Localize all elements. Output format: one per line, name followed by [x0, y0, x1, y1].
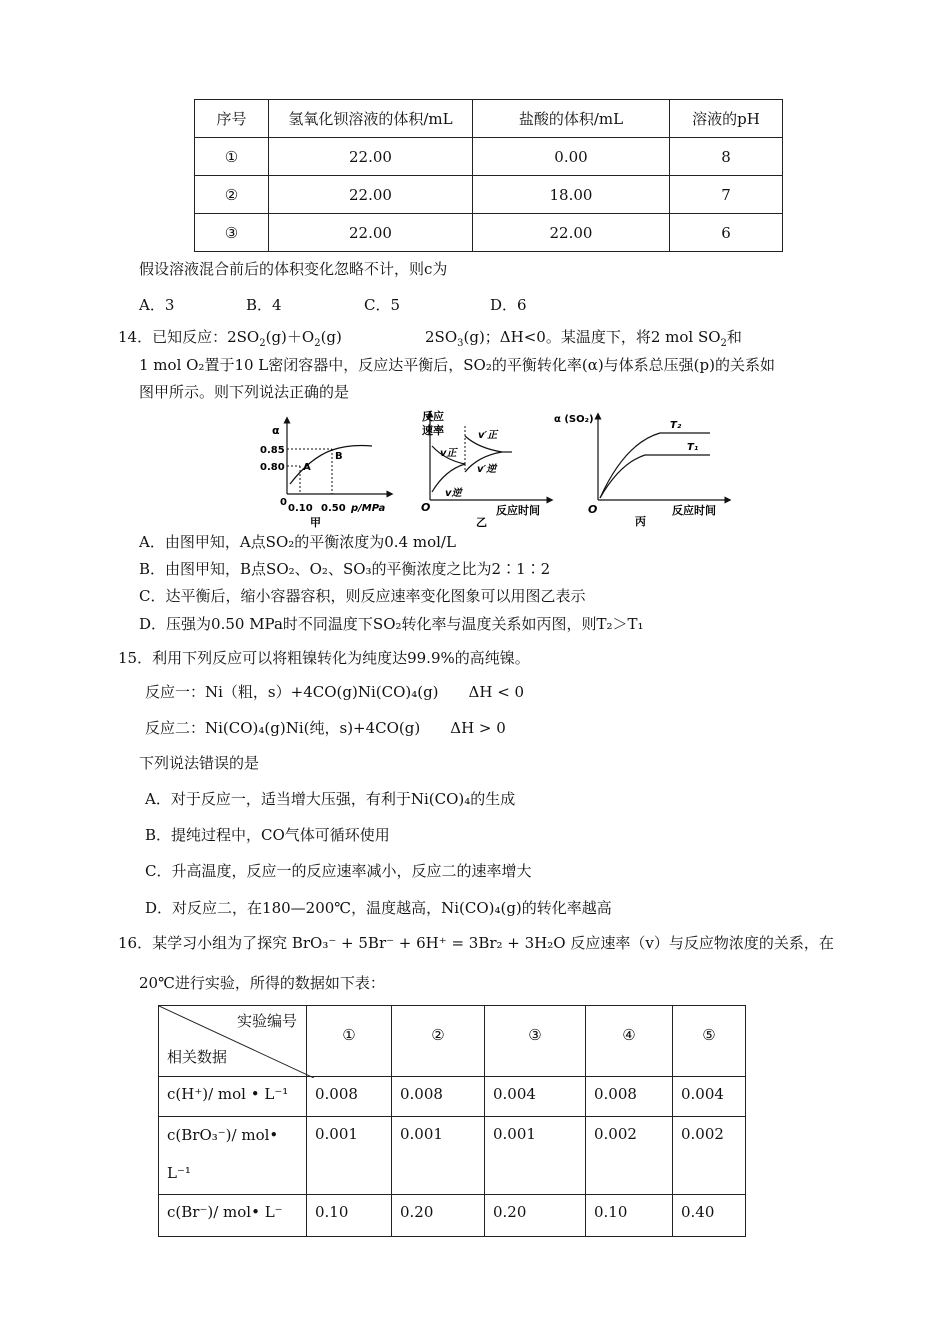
table-row: [195, 138, 783, 176]
jia-point-a: A: [303, 462, 311, 473]
table-cell: 0.20: [392, 1195, 485, 1237]
row-label: [159, 1117, 307, 1195]
jia-label: 甲: [310, 516, 321, 529]
table-row: [159, 1077, 746, 1117]
q14-number: 14．: [118, 328, 153, 346]
header-cell: ⑤: [673, 1006, 746, 1077]
table-cell: 0.40: [673, 1195, 746, 1237]
table-cell: 0.10: [586, 1195, 673, 1237]
q15-option-d: D．对反应二，在180—200℃，温度越高，Ni(CO)₄(g)的转化率越高: [145, 899, 612, 917]
ph-data-table: [194, 99, 783, 252]
table-cell: 8: [670, 138, 783, 176]
q14-stem-line2: 1 mol O₂置于10 L密闭容器中，反应达平衡后，SO₂的平衡转化率(α)与体系总压强(p)的关系如: [139, 356, 775, 374]
table-cell: 0.00: [473, 138, 670, 176]
table-cell: 0.004: [673, 1077, 746, 1117]
q14-stem-line1: 14．已知反应：$2SO_2(g)+O_2(g)$: [118, 328, 342, 349]
table-cell: 22.00: [269, 176, 473, 214]
table-cell: 0.008: [307, 1077, 392, 1117]
header-cell: ①: [307, 1006, 392, 1077]
table-cell: ①: [195, 138, 269, 176]
table-cell: 6: [670, 214, 783, 252]
yi-curve-label: v′正: [478, 430, 498, 441]
q14-stem-part: 已知反应：2SO: [152, 328, 260, 346]
yi-curve-label: v逆: [445, 488, 462, 499]
table-cell: 22.00: [269, 138, 473, 176]
q15-stem: 15．利用下列反应可以将粗镍转化为纯度达99.9%的高纯镍。: [118, 649, 530, 667]
corner-bottom-label: 相关数据: [167, 1048, 228, 1066]
q14-stem-part: 2SO: [425, 328, 458, 346]
q15-question: 下列说法错误的是: [139, 754, 260, 772]
graph-yi: [421, 409, 550, 529]
bing-curve-t1: [600, 455, 710, 498]
q15-option-a: A．对于反应一，适当增大压强，有利于Ni(CO)₄的生成: [145, 790, 516, 808]
table-cell: 0.002: [586, 1117, 673, 1195]
table-cell: 18.00: [473, 176, 670, 214]
table-cell: 0.20: [485, 1195, 586, 1237]
yi-xlabel: 反应时间: [496, 504, 540, 517]
bing-label: 丙: [635, 515, 646, 528]
table-cell: 0.001: [307, 1117, 392, 1195]
yi-curve-label: v′逆: [477, 464, 497, 475]
table-cell: 0.008: [586, 1077, 673, 1117]
bing-xlabel: 反应时间: [672, 504, 716, 517]
header-cell: ③: [485, 1006, 586, 1077]
bing-origin: O: [588, 503, 598, 516]
jia-origin: 0: [280, 497, 287, 508]
table-cell: ②: [195, 176, 269, 214]
table-cell: 7: [670, 176, 783, 214]
q13-option-c: C．5: [364, 296, 401, 314]
yi-ylabel-1: 反应: [422, 410, 444, 423]
jia-xtick-010: 0.10: [288, 503, 313, 514]
header-cell: 序号: [195, 100, 269, 138]
header-cell: ②: [392, 1006, 485, 1077]
header-cell: ④: [586, 1006, 673, 1077]
rate-data-table: [158, 1005, 746, 1237]
q14-stem-line3: 图甲所示。则下列说法正确的是: [139, 383, 350, 401]
row-label-line: L⁻¹: [167, 1164, 191, 1182]
yi-label: 乙: [476, 516, 487, 529]
table-cell: 22.00: [473, 214, 670, 252]
q14-option-b: B．由图甲知，B点SO₂、O₂、SO₃的平衡浓度之比为2∶1∶2: [139, 560, 551, 578]
corner-header-cell: [159, 1006, 307, 1077]
yi-curve-label: v正: [440, 448, 457, 459]
q14-stem-part: (g)＋O: [265, 328, 315, 346]
q13-option-d: D．6: [490, 296, 527, 314]
table-cell: 0.004: [485, 1077, 586, 1117]
q14-stem-part: (g): [320, 328, 342, 346]
q14-figures: [250, 408, 740, 533]
table-cell: 0.001: [485, 1117, 586, 1195]
table-cell: 22.00: [269, 214, 473, 252]
row-label: c(Br⁻)/ mol• L⁻: [159, 1195, 307, 1237]
table-cell: ③: [195, 214, 269, 252]
q15-reaction-1: 反应一：Ni（粗，s）+4CO(g)Ni(CO)₄(g) ΔH < 0: [145, 683, 525, 701]
table-header-row: [159, 1006, 746, 1077]
table-row: [195, 176, 783, 214]
table-row: [159, 1117, 746, 1195]
q16-stem-line1: 16．某学习小组为了探究 BrO₃⁻ + 5Br⁻ + 6H⁺ = 3Br₂ + 3H₂O 反应速率（v）与反应物浓度的关系，在: [118, 934, 834, 952]
graph-bing: [554, 414, 728, 528]
row-label: c(H⁺)/ mol • L⁻¹: [159, 1077, 307, 1117]
q13-option-a: A．3: [139, 296, 175, 314]
graph-jia: [260, 420, 390, 529]
yi-ylabel-2: 速率: [422, 424, 444, 437]
bing-curve-label-t2: T₂: [670, 420, 682, 431]
q13-note: 假设溶液混合前后的体积变化忽略不计，则c为: [139, 260, 448, 278]
q15-option-b: B．提纯过程中，CO气体可循环使用: [145, 826, 390, 844]
q14-stem-part: (g)；ΔH<0。某温度下，将2 mol SO: [463, 328, 721, 346]
table-cell: 0.001: [392, 1117, 485, 1195]
q14-option-a: A．由图甲知，A点SO₂的平衡浓度为0.4 mol/L: [139, 533, 456, 551]
q14-stem-line1-right: $2SO_3(g)$；ΔH<0。某温度下，将2 mol $SO_2$和: [425, 328, 742, 349]
table-cell: 0.10: [307, 1195, 392, 1237]
table-cell: 0.008: [392, 1077, 485, 1117]
corner-top-label: 实验编号: [237, 1012, 298, 1030]
jia-ytick-080: 0.80: [260, 462, 285, 473]
table-row: [159, 1195, 746, 1237]
jia-ylabel: α: [272, 424, 280, 437]
q15-reaction-2: 反应二：Ni(CO)₄(g)Ni(纯，s)+4CO(g) ΔH > 0: [145, 719, 506, 737]
q14-option-c: C．达平衡后，缩小容器容积，则反应速率变化图象可以用图乙表示: [139, 587, 586, 605]
q14-stem-part: 和: [726, 328, 742, 346]
table-cell: 0.002: [673, 1117, 746, 1195]
yi-origin: O: [421, 501, 431, 514]
row-label-line: c(BrO₃⁻)/ mol•: [167, 1126, 279, 1144]
header-cell: 氢氧化钡溶液的体积/mL: [269, 100, 473, 138]
jia-point-b: B: [335, 451, 343, 462]
q16-stem-line2: 20℃进行实验，所得的数据如下表：: [139, 974, 385, 992]
q15-option-c: C．升高温度，反应一的反应速率减小，反应二的速率增大: [145, 862, 532, 880]
q13-option-b: B．4: [246, 296, 282, 314]
jia-xlabel: p/MPa: [351, 503, 386, 514]
table-row: [195, 214, 783, 252]
q14-option-d: D．压强为0.50 MPa时不同温度下SO₂转化率与温度关系如丙图，则T₂＞T₁: [139, 615, 644, 633]
table-header-row: [195, 100, 783, 138]
header-cell: 溶液的pH: [670, 100, 783, 138]
jia-ytick-085: 0.85: [260, 445, 285, 456]
bing-ylabel: α (SO₂): [554, 414, 594, 425]
header-cell: 盐酸的体积/mL: [473, 100, 670, 138]
bing-curve-label-t1: T₁: [687, 442, 699, 453]
jia-xtick-050: 0.50: [321, 503, 346, 514]
